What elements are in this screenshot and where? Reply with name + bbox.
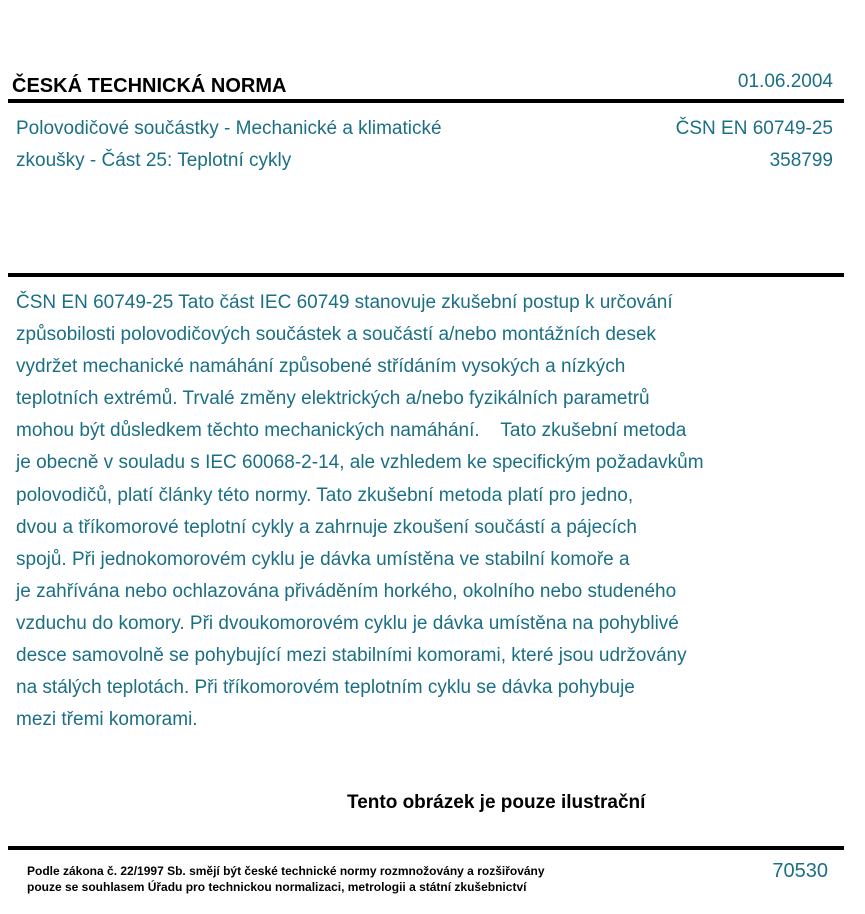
header-rule [8,99,844,103]
catalog-code: 70530 [772,860,828,882]
legal-notice-line-1: Podle zákona č. 22/1997 Sb. smějí být české technické normy rozmnožovány a rozšiřovány [27,864,545,878]
abstract-line: dvou a tříkomorové teplotní cykly a zahrnuje zkoušení součástí a pájecích [16,516,637,538]
document-header-title: ČESKÁ TECHNICKÁ NORMA [12,75,287,97]
abstract-text [16,287,816,736]
abstract-line: je zahřívána nebo ochlazována přiváděním horkého, okolního nebo studeného [16,580,677,602]
abstract-line: desce samovolně se pohybující mezi stabilními komorami, které jsou udržovány [16,645,687,667]
abstract-line: vydržet mechanické namáhání způsobené střídáním vysokých a nízkých [16,356,626,378]
standard-title-line-2: zkoušky - Část 25: Teplotní cykly [16,150,292,171]
standard-code: ČSN EN 60749-25 [675,118,833,139]
standard-title-line-1: Polovodičové součástky - Mechanické a klimatické [16,118,442,139]
abstract-line: ČSN EN 60749-25 Tato část IEC 60749 stanovuje zkušební postup k určování [16,292,673,313]
footer-rule [8,846,844,850]
abstract-line: vzduchu do komory. Při dvoukomorovém cyklu je dávka umístěna na pohyblivé [16,612,679,634]
publication-date: 01.06.2004 [737,71,833,92]
abstract-line: mezi třemi komorami. [16,709,198,731]
abstract-line: mohou být důsledkem těchto mechanických namáhání. Tato zkušební metoda [16,420,687,442]
legal-notice-line-2: pouze se souhlasem Úřadu pro technickou normalizaci, metrologii a státní zkušebnictví [27,880,527,894]
abstract-line: teplotních extrémů. Trvalé změny elektrických a/nebo fyzikálních parametrů [16,388,650,410]
abstract-line: způsobilosti polovodičových součástek a součástí a/nebo montážních desek [16,324,657,346]
abstract-line: je obecně v souladu s IEC 60068-2-14, ale vzhledem ke specifickým požadavkům [16,452,704,474]
classification-number: 358799 [769,150,833,171]
illustration-note: Tento obrázek je pouze ilustrační [347,792,646,813]
abstract-line: spojů. Při jednokomorovém cyklu je dávka umístěna ve stabilní komoře a [16,548,630,570]
abstract-line: polovodičů, platí články této normy. Tato zkušební metoda platí pro jedno, [16,484,634,506]
abstract-top-rule [8,273,844,277]
abstract-line: na stálých teplotách. Při tříkomorovém teplotním cyklu se dávka pohybuje [16,677,635,699]
